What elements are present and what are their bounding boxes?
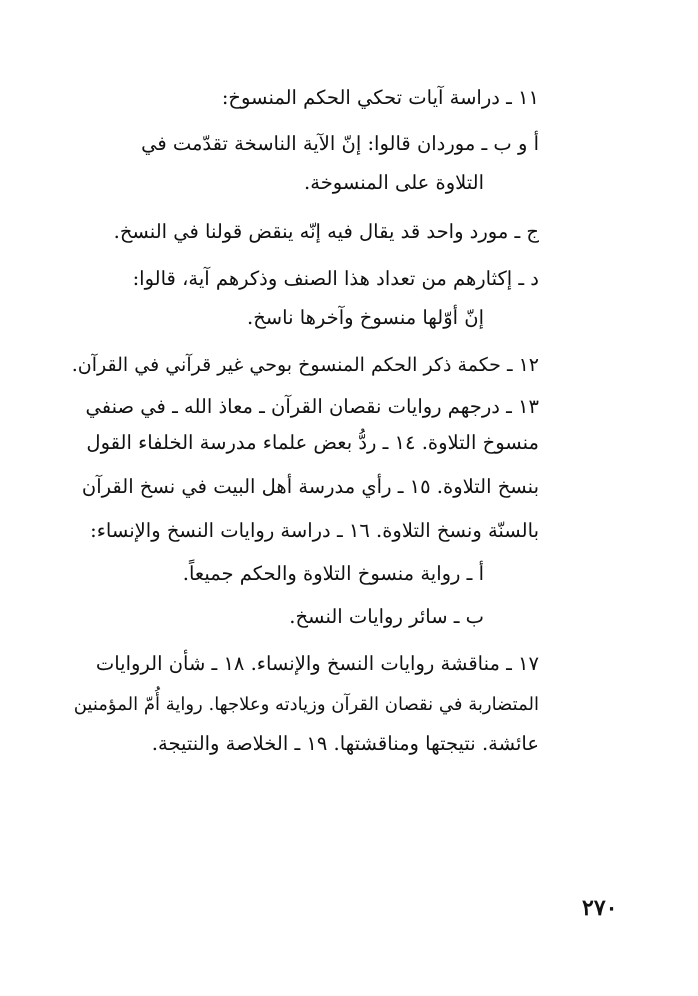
text-line: ١٧ ـ مناقشة روايات النسخ والإنساء. ١٨ ـ شأن الروايات xyxy=(95,652,539,675)
page-number: ٢٧٠ xyxy=(582,895,618,921)
text-line: د ـ إكثارهم من تعداد هذا الصنف وذكرهم آية، قالوا: xyxy=(132,267,539,290)
text-line: منسوخ التلاوة. ١٤ ـ ردُّ بعض علماء مدرسة الخلفاء القول xyxy=(86,431,539,454)
text-line: بنسخ التلاوة. ١٥ ـ رأي مدرسة أهل البيت في نسخ القرآن xyxy=(81,475,539,498)
text-line: عائشة. نتيجتها ومناقشتها. ١٩ ـ الخلاصة والنتيجة. xyxy=(151,732,539,755)
text-line: ١٢ ـ حكمة ذكر الحكم المنسوخ بوحي غير قرآني في القرآن. xyxy=(71,354,539,376)
text-line: إنّ أوّلها منسوخ وآخرها ناسخ. xyxy=(247,306,484,329)
text-line: ١١ ـ دراسة آيات تحكي الحكم المنسوخ: xyxy=(221,86,539,109)
text-line: ج ـ مورد واحد قد يقال فيه إنّه ينقض قولنا في النسخ. xyxy=(113,220,539,243)
text-line: أ و ب ـ موردان قالوا: إنّ الآية الناسخة تقدّمت في xyxy=(141,132,539,155)
text-line: ١٣ ـ درجهم روايات نقصان القرآن ـ معاذ الله ـ في صنفي xyxy=(85,395,539,418)
text-line: بالسنّة ونسخ التلاوة. ١٦ ـ دراسة روايات النسخ والإنساء: xyxy=(90,519,539,542)
text-line: التلاوة على المنسوخة. xyxy=(304,171,484,194)
text-line: ب ـ سائر روايات النسخ. xyxy=(289,605,484,628)
text-line: أ ـ رواية منسوخ التلاوة والحكم جميعاً. xyxy=(182,562,484,585)
text-line: المتضاربة في نقصان القرآن وزيادته وعلاجها. رواية أُمّ المؤمنين xyxy=(73,694,539,715)
